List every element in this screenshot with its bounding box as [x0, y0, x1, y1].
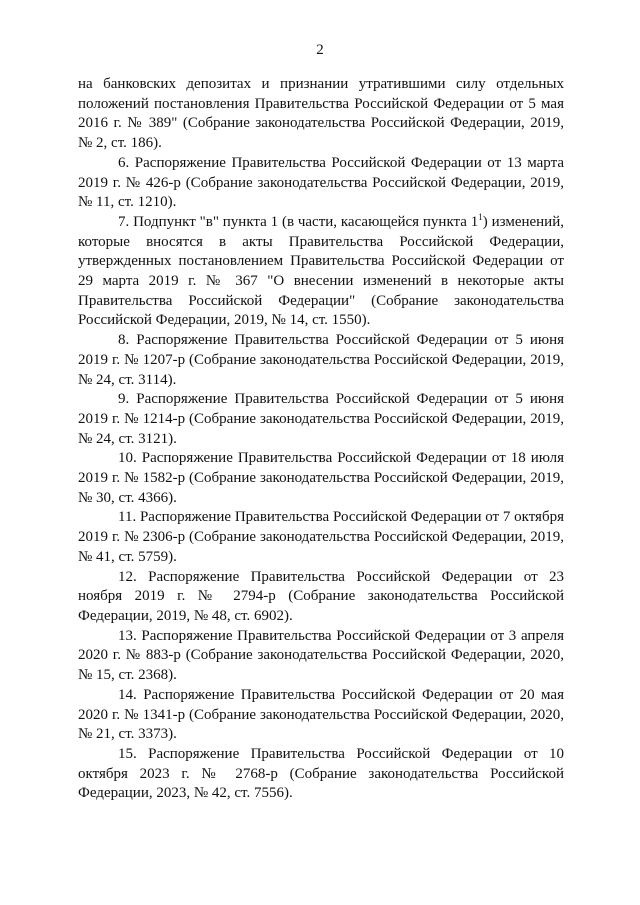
paragraph-item-11: 11. Распоряжение Правительства Российской Федерации от 7 октября 2019 г. № 2306-р (Собрание законодательства Российской Федерации, 2019, № 41, ст. 5759). — [78, 509, 564, 565]
paragraph-item-13: 13. Распоряжение Правительства Российской Федерации от 3 апреля 2020 г. № 883-р (Собрание законодательства Российской Федерации, 2020, № 15, ст. 2368). — [78, 627, 564, 684]
paragraph-continuation: на банковских депозитах и признании утратившими силу отдельных положений постановления Правительства Российской Федерации от 5 мая 2016 г. № 389" (Собрание законодательства Российской Федерации, 2019, № 2, ст. 186). — [78, 76, 564, 152]
paragraph-item-7-part-1: 7. Подпункт "в" пункта 1 (в части, касающейся пункта 1 — [118, 213, 479, 230]
paragraph-item-7 — [78, 213, 564, 331]
paragraph-item-14: 14. Распоряжение Правительства Российской Федерации от 20 мая 2020 г. № 1341-р (Собрание законодательства Российской Федерации, 2020, № 21, ст. 3373). — [78, 686, 564, 743]
paragraph-item-12: 12. Распоряжение Правительства Российской Федерации от 23 ноября 2019 г. № 2794-р (Собрание законодательства Российской Федерации, 2019, № 48, ст. 6902). — [78, 568, 564, 624]
page-number: 2 — [316, 42, 324, 58]
paragraph-item-8: 8. Распоряжение Правительства Российской Федерации от 5 июня 2019 г. № 1207-р (Собрание законодательства Российской Федерации, 2019, № 24, ст. 3114). — [78, 332, 564, 388]
paragraph-item-10: 10. Распоряжение Правительства Российской Федерации от 18 июля 2019 г. № 1582-р (Собрание законодательства Российской Федерации, 2019, № 30, ст. 4366). — [78, 450, 564, 506]
document-body — [78, 75, 564, 804]
paragraph-item-7-part-2: ) изменений, которые вносятся в акты Правительства Российской Федерации, утвержденных постановлением Правительства Российской Федерации от 29 марта 2019 г. № 367 "О внесении изменений в некоторые акты Правительства Российской Федерации" (Собрание законодательства Российской Федерации, 2019, № 14, ст. 1550). — [78, 213, 564, 329]
paragraph-item-15: 15. Распоряжение Правительства Российской Федерации от 10 октября 2023 г. № 2768-р (Собрание законодательства Российской Федерации, 2023, № 42, ст. 7556). — [78, 745, 564, 802]
superscript-marker: 1 — [478, 211, 483, 222]
paragraph-item-6: 6. Распоряжение Правительства Российской Федерации от 13 марта 2019 г. № 426-р (Собрание законодательства Российской Федерации, 2019, № 11, ст. 1210). — [78, 154, 564, 211]
paragraph-item-9: 9. Распоряжение Правительства Российской Федерации от 5 июня 2019 г. № 1214-р (Собрание законодательства Российской Федерации, 2019, № 24, ст. 3121). — [78, 391, 564, 447]
